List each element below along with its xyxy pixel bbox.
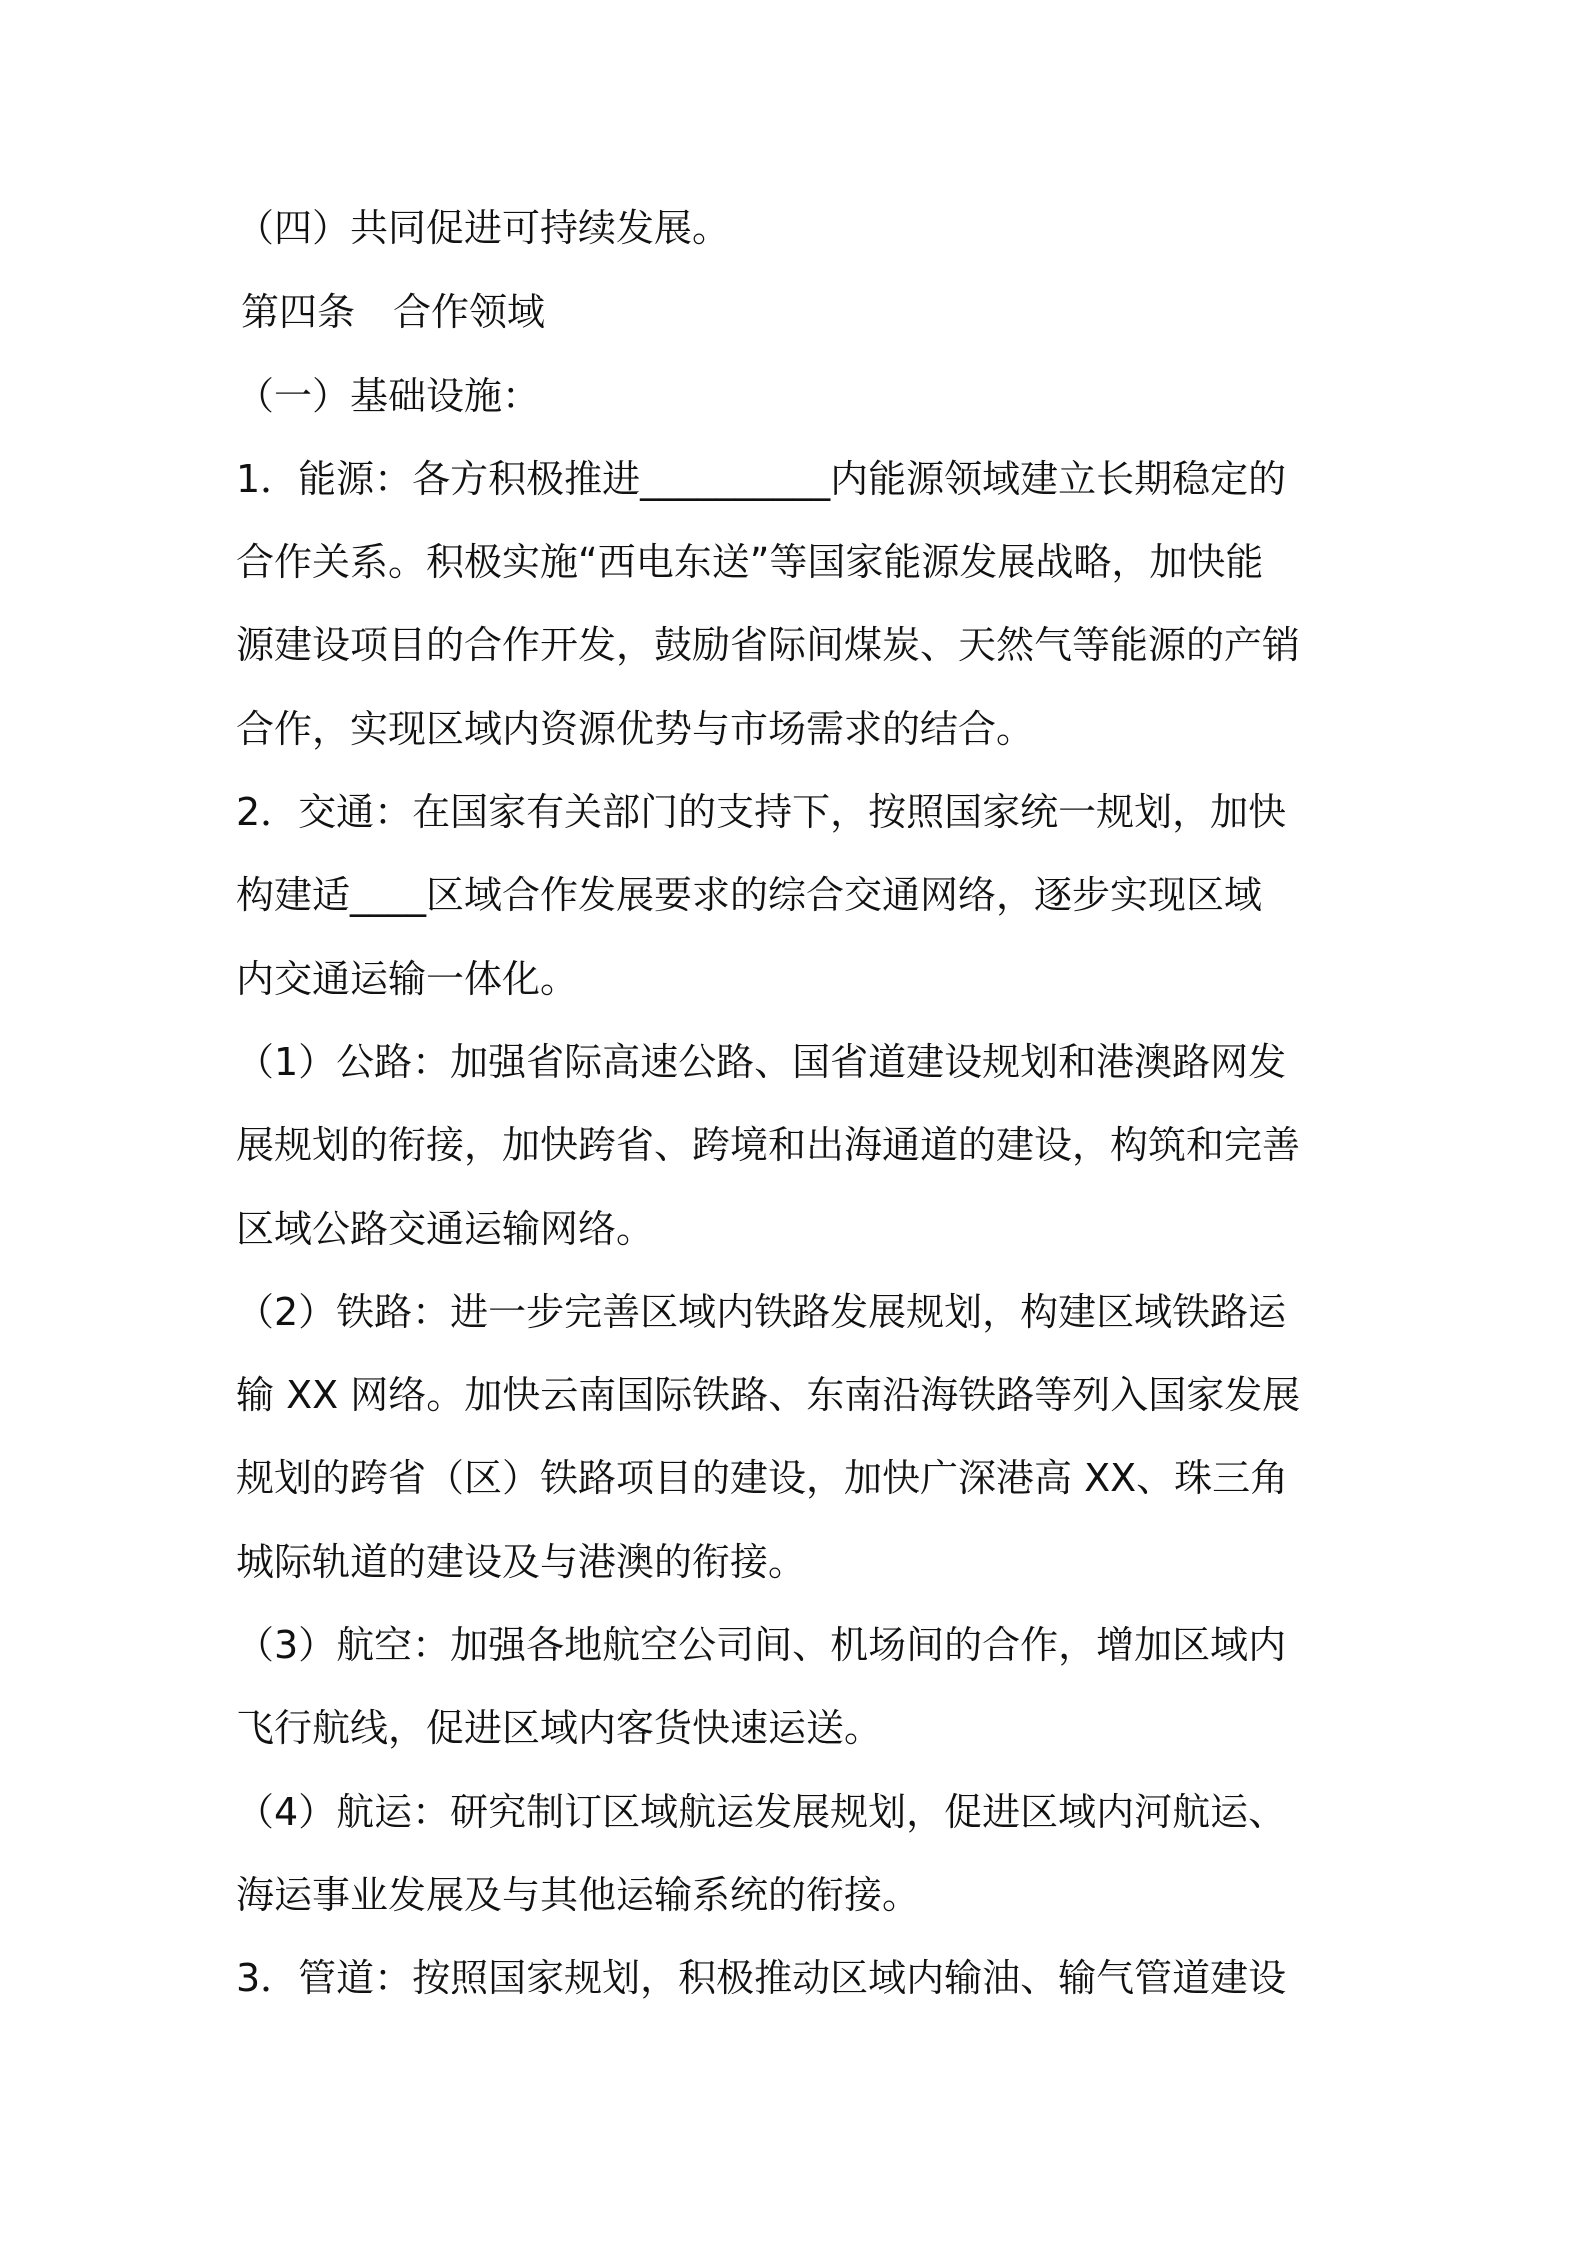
paragraph-line: 飞行航线，促进区域内客货快速运送。 bbox=[236, 1706, 883, 1750]
paragraph-line: （4）航运：研究制订区域航运发展规划，促进区域内河航运、 bbox=[236, 1790, 1287, 1834]
paragraph-line: 内交通运输一体化。 bbox=[236, 957, 579, 1001]
paragraph-line: 规划的跨省（区）铁路项目的建设，加快广深港高 XX、珠三角 bbox=[236, 1456, 1289, 1500]
paragraph-line: 构建适____区域合作发展要求的综合交通网络，逐步实现区域 bbox=[236, 873, 1263, 917]
article-heading: 第四条 合作领域 bbox=[241, 290, 546, 334]
paragraph-line: 海运事业发展及与其他运输系统的衔接。 bbox=[236, 1873, 921, 1917]
paragraph-line: 源建设项目的合作开发，鼓励省际间煤炭、天然气等能源的产销 bbox=[236, 623, 1301, 667]
paragraph-line: 3．管道：按照国家规划，积极推动区域内输油、输气管道建设 bbox=[236, 1956, 1287, 2000]
subsection-heading-4: （四）共同促进可持续发展。 bbox=[236, 206, 731, 250]
section-heading-infrastructure: （一）基础设施： bbox=[236, 374, 541, 418]
paragraph-line: （1）公路：加强省际高速公路、国省道建设规划和港澳路网发 bbox=[236, 1040, 1287, 1084]
paragraph-line: 合作关系。积极实施“西电东送”等国家能源发展战略，加快能 bbox=[236, 540, 1264, 584]
paragraph-line: 合作，实现区域内资源优势与市场需求的结合。 bbox=[236, 707, 1035, 751]
paragraph-line: 展规划的衔接，加快跨省、跨境和出海通道的建设，构筑和完善 bbox=[236, 1123, 1301, 1167]
paragraph-line: 输 XX 网络。加快云南国际铁路、东南沿海铁路等列入国家发展 bbox=[236, 1373, 1301, 1417]
paragraph-line: 城际轨道的建设及与港澳的衔接。 bbox=[236, 1540, 807, 1584]
paragraph-line: （2）铁路：进一步完善区域内铁路发展规划，构建区域铁路运 bbox=[236, 1290, 1287, 1334]
paragraph-line: 2．交通：在国家有关部门的支持下，按照国家统一规划，加快 bbox=[236, 790, 1287, 834]
paragraph-line: 区域公路交通运输网络。 bbox=[236, 1207, 655, 1251]
paragraph-line: 1．能源：各方积极推进__________内能源领域建立长期稳定的 bbox=[236, 457, 1287, 501]
paragraph-line: （3）航空：加强各地航空公司间、机场间的合作，增加区域内 bbox=[236, 1623, 1287, 1667]
